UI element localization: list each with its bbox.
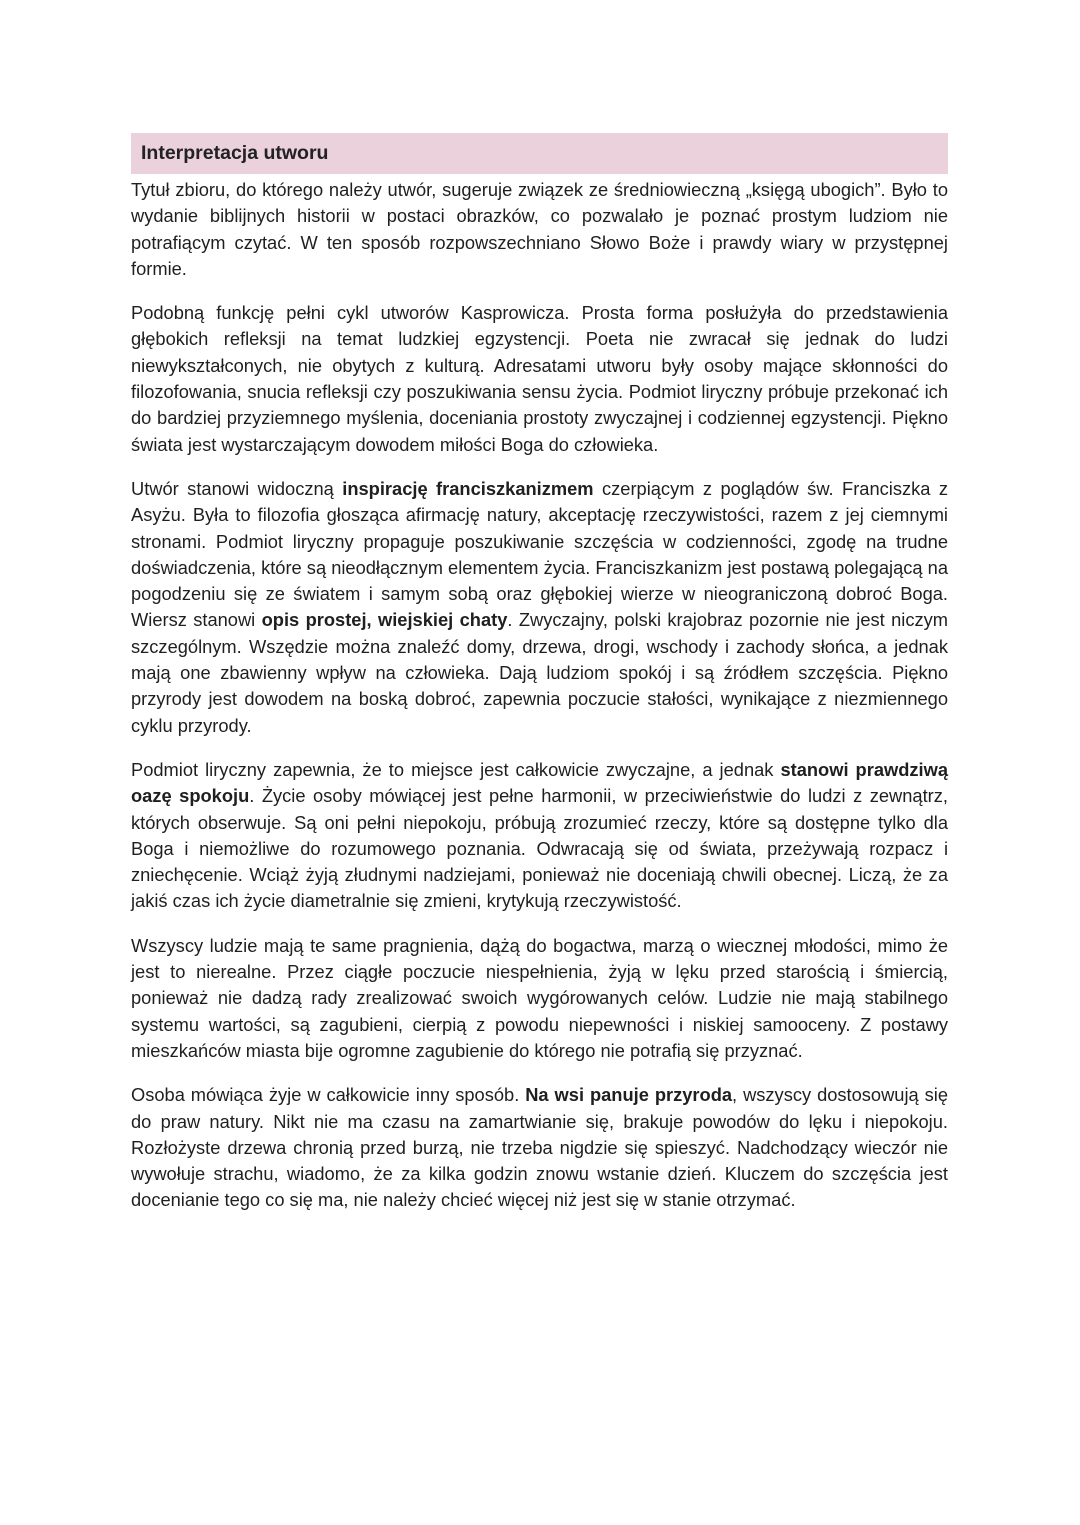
bold-phrase: inspirację franciszkanizmem [342,477,594,499]
paragraph-6 [131,1082,948,1213]
section-heading-text: Interpretacja utworu [141,142,329,164]
paragraph-5 [131,933,948,1064]
paragraph-text: Podobną funkcję pełni cykl utworów Kasprowicza. Prosta forma posłużyła do przedstawienia głębokich refleksji na temat ludzkiej egzystencji. Poeta nie zwracał się jednak do ludzi niewykształconych, nie obytych z kulturą. Adresatami utworu były osoby mające skłonności do filozofowania, snucia refleksji czy poszukiwania sensu życia. Podmiot liryczny próbuje przekonać ich do bardziej przyziemnego myślenia, doceniania prostoty zwyczajnej i codziennej egzystencji. Piękno świata jest wystarczającym dowodem miłości Boga do człowieka. [131,302,948,455]
paragraph-text: Podmiot liryczny zapewnia, że to miejsce jest całkowicie zwyczajne, a jednak [131,758,781,780]
bold-phrase: Na wsi panuje przyroda [525,1084,733,1106]
paragraph-1 [131,177,948,282]
paragraph-text: . Zwyczajny, polski krajobraz pozornie nie jest niczym szczególnym. Wszędzie można znaleźć domy, drzewa, drogi, wschody i zachody słońca, a jednak mają one zbawienny wpływ na człowieka. Dają ludziom spokój i są źródłem szczęścia. Piękno przyrody jest dowodem na boską dobroć, zapewnia poczucie stałości, wynikające z niezmiennego cyklu przyrody. [131,609,949,736]
document-page [131,133,948,1232]
section-heading [131,133,948,174]
paragraph-text: Wszyscy ludzie mają te same pragnienia, dążą do bogactwa, marzą o wiecznej młodości, mimo że jest to nierealne. Przez ciągłe poczucie niespełnienia, żyją w lęku przed starością i śmiercią, ponieważ nie dadzą rady zrealizować swoich wygórowanych celów. Ludzie nie mają stabilnego systemu wartości, są zagubieni, cierpią z powodu niepewności i niskiej samooceny. Z postawy mieszkańców miasta bije ogromne zagubienie do którego nie potrafią się przyznać. [131,934,948,1061]
bold-phrase: stanowi prawdziwą oazę spokoju [131,758,949,807]
paragraph-text: Osoba mówiąca żyje w całkowicie inny sposób. [131,1084,526,1106]
paragraph-text: . Życie osoby mówiącej jest pełne harmonii, w przeciwieństwie do ludzi z zewnątrz, których obserwuje. Są oni pełni niepokoju, próbują zrozumieć rzeczy, które są dostępne tylko dla Boga i niemożliwe do rozumowego poznania. Odwracają się od świata, przeżywają rozpacz i zniechęcenie. Wciąż żyją złudnymi nadziejami, ponieważ nie doceniają chwili obecnej. Liczą, że za jakiś czas ich życie diametralnie się zmieni, krytykują rzeczywistość. [131,785,948,912]
paragraph-text: Utwór stanowi widoczną [131,477,343,499]
bold-phrase: opis prostej, wiejskiej chaty [261,609,508,631]
paragraph-2 [131,300,948,458]
paragraph-text: czerpiącym z poglądów św. Franciszka z Asyżu. Była to filozofia głosząca afirmację natury, akceptację rzeczywistości, razem z jej ciemnymi stronami. Podmiot liryczny propaguje poszukiwanie szczęścia w codzienności, zgodę na trudne doświadczenia, które są nieodłącznym elementem życia. Franciszkanizm jest postawą polegającą na pogodzeniu się ze światem i samym sobą oraz głębokiej wierze w nieograniczoną dobroć Boga. Wiersz stanowi [131,477,948,631]
paragraph-4 [131,757,948,915]
paragraph-text: Tytuł zbioru, do którego należy utwór, sugeruje związek ze średniowieczną „księgą ubogich”. Było to wydanie biblijnych historii w postaci obrazków, co pozwalało je poznać prostym ludziom nie potrafiącym czytać. W ten sposób rozpowszechniano Słowo Boże i prawdy wiary w przystępnej formie. [131,179,948,279]
paragraph-3 [131,476,948,739]
paragraph-text: , wszyscy dostosowują się do praw natury. Nikt nie ma czasu na zamartwianie się, brakuje powodów do lęku i niepokoju. Rozłożyste drzewa chronią przed burzą, nie trzeba nigdzie się spieszyć. Nadchodzący wieczór nie wywołuje strachu, wiadomo, że za kilka godzin znowu wstanie dzień. Kluczem do szczęścia jest docenianie tego co się ma, nie należy chcieć więcej niż jest się w stanie otrzymać. [131,1084,949,1211]
